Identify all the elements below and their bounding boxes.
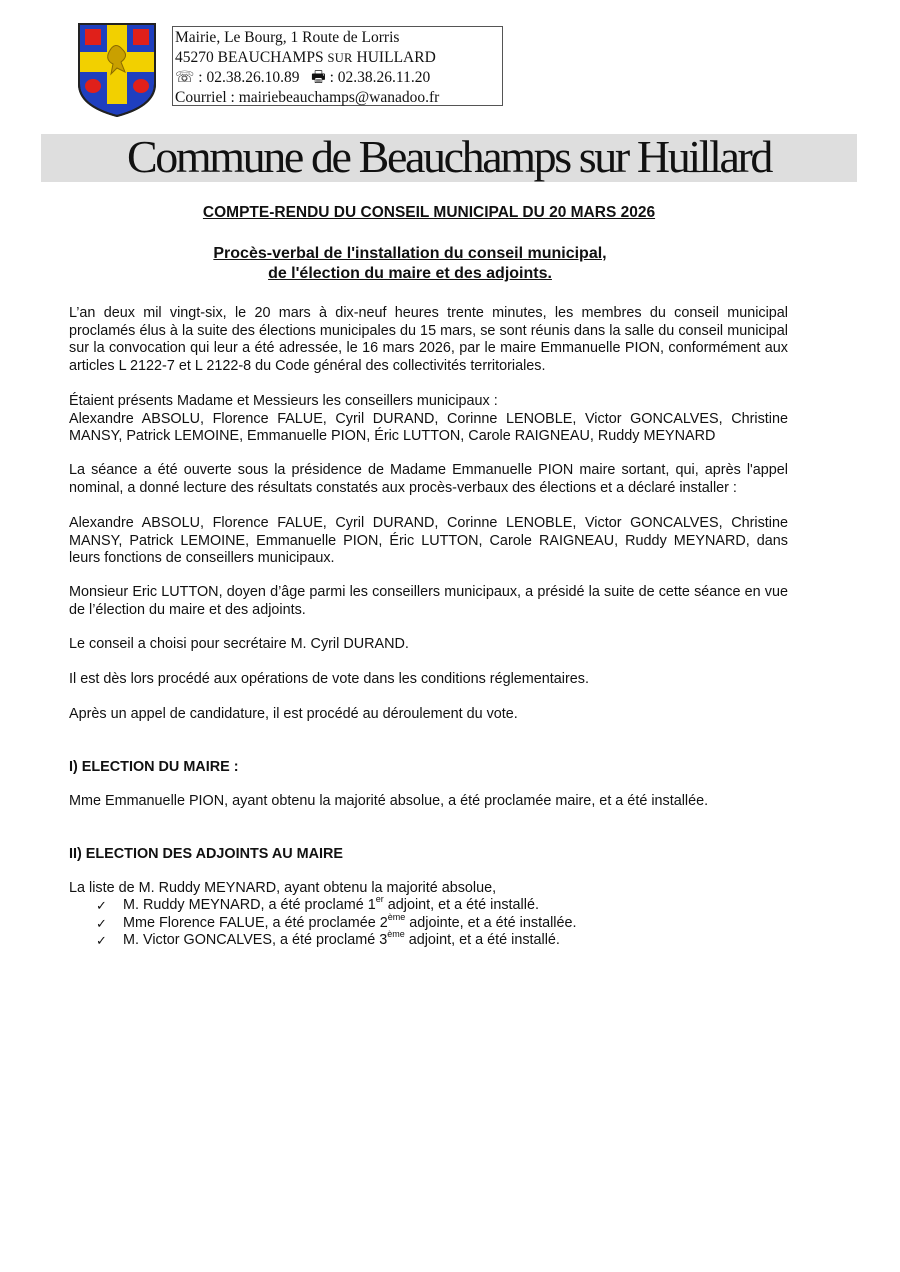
- paragraph-present-intro: Étaient présents Madame et Messieurs les conseillers municipaux :: [69, 393, 498, 409]
- paragraph-candidature: Après un appel de candidature, il est procédé au déroulement du vote.: [69, 706, 518, 722]
- commune-banner: [41, 131, 857, 182]
- mayor-election-result: Mme Emmanuelle PION, ayant obtenu la majorité absolue, a été proclamée maire, et a été installée.: [69, 793, 709, 809]
- paragraph-vote-operations: Il est dès lors procédé aux opérations de vote dans les conditions réglementaires.: [69, 671, 589, 687]
- paragraph-present-list: Alexandre ABSOLU, Florence FALUE, Cyril DURAND, Corinne LENOBLE, Victor GONCALVES, Christine MANSY, Patrick LEMOINE, Emmanuelle PION, Éric LUTTON, Carole RAIGNEAU, Ruddy MEYNARD: [69, 410, 788, 445]
- phone-icon: ☏: [175, 69, 195, 86]
- paragraph-dean: Monsieur Eric LUTTON, doyen d’âge parmi les conseillers municipaux, a présidé la suite de cette séance en vue de l’élection du maire et des adjoints.: [69, 584, 788, 618]
- paragraph-session-opened: La séance a été ouverte sous la présidence de Madame Emmanuelle PION maire sortant, qui, après l'appel nominal, a donné lecture des résultats constatés aux procès-verbaux des élections et a déclaré installer :: [69, 462, 788, 496]
- phone-fax-line: [175, 68, 502, 88]
- fax-icon: 🖶: [311, 69, 326, 86]
- email-line: Courriel : mairiebeauchamps@wanadoo.fr: [175, 88, 440, 106]
- town-hall-address-box: [172, 26, 503, 106]
- check-icon: ✓: [96, 915, 107, 931]
- document-title: COMPTE-RENDU DU CONSEIL MUNICIPAL DU 20 MARS 2026: [202, 204, 656, 221]
- list-item: ✓ M. Victor GONCALVES, a été proclamé 3ème adjoint, et a été installé.: [96, 929, 560, 949]
- paragraph-opening: L’an deux mil vingt-six, le 20 mars à dix-neuf heures trente minutes, les membres du conseil municipal proclamés élus à la suite des élections municipales du 15 mars, se sont réunis dans la salle du conseil municipal sur la convocation qui leur a été adressée, le 16 mars 2026, par le maire Emmanuelle PION, conformément aux articles L 2122-7 et L 2122-8 du Code général des collectivités territoriales.: [69, 305, 788, 374]
- check-icon: ✓: [96, 898, 107, 913]
- phone-number: : 02.38.26.10.89: [194, 69, 300, 86]
- paragraph-secretary: Le conseil a choisi pour secrétaire M. Cyril DURAND.: [69, 636, 409, 652]
- postal-line: 45270 BEAUCHAMPS SUR HUILLARD: [175, 48, 436, 66]
- list-item: ✓ M. Ruddy MEYNARD, a été proclamé 1er adjoint, et a été installé.: [96, 894, 539, 913]
- commune-title: Commune de Beauchamps sur Huillard: [126, 131, 772, 182]
- address-line: Mairie, Le Bourg, 1 Route de Lorris: [175, 29, 400, 46]
- deputies-list-intro: La liste de M. Ruddy MEYNARD, ayant obtenu la majorité absolue,: [69, 880, 497, 896]
- deputies-checklist: [96, 894, 577, 950]
- proces-verbal-title: Procès-verbal de l'installation du conseil municipal, de l'élection du maire et des adjoints.: [213, 245, 607, 282]
- section-heading-mayor: I) ELECTION DU MAIRE :: [69, 759, 239, 775]
- check-icon: ✓: [96, 933, 107, 949]
- list-item: ✓ Mme Florence FALUE, a été proclamée 2ème adjointe, et a été installée.: [96, 911, 577, 931]
- fax-number: : 02.38.26.11.20: [325, 69, 431, 86]
- section-heading-deputies: II) ELECTION DES ADJOINTS AU MAIRE: [69, 846, 343, 862]
- paragraph-installed-list: Alexandre ABSOLU, Florence FALUE, Cyril DURAND, Corinne LENOBLE, Victor GONCALVES, Christine MANSY, Patrick LEMOINE, Emmanuelle PION, Éric LUTTON, Carole RAIGNEAU, Ruddy MEYNARD, dans leurs fonctions de conseillers municipaux.: [69, 515, 788, 567]
- commune-coat-of-arms: [77, 22, 157, 118]
